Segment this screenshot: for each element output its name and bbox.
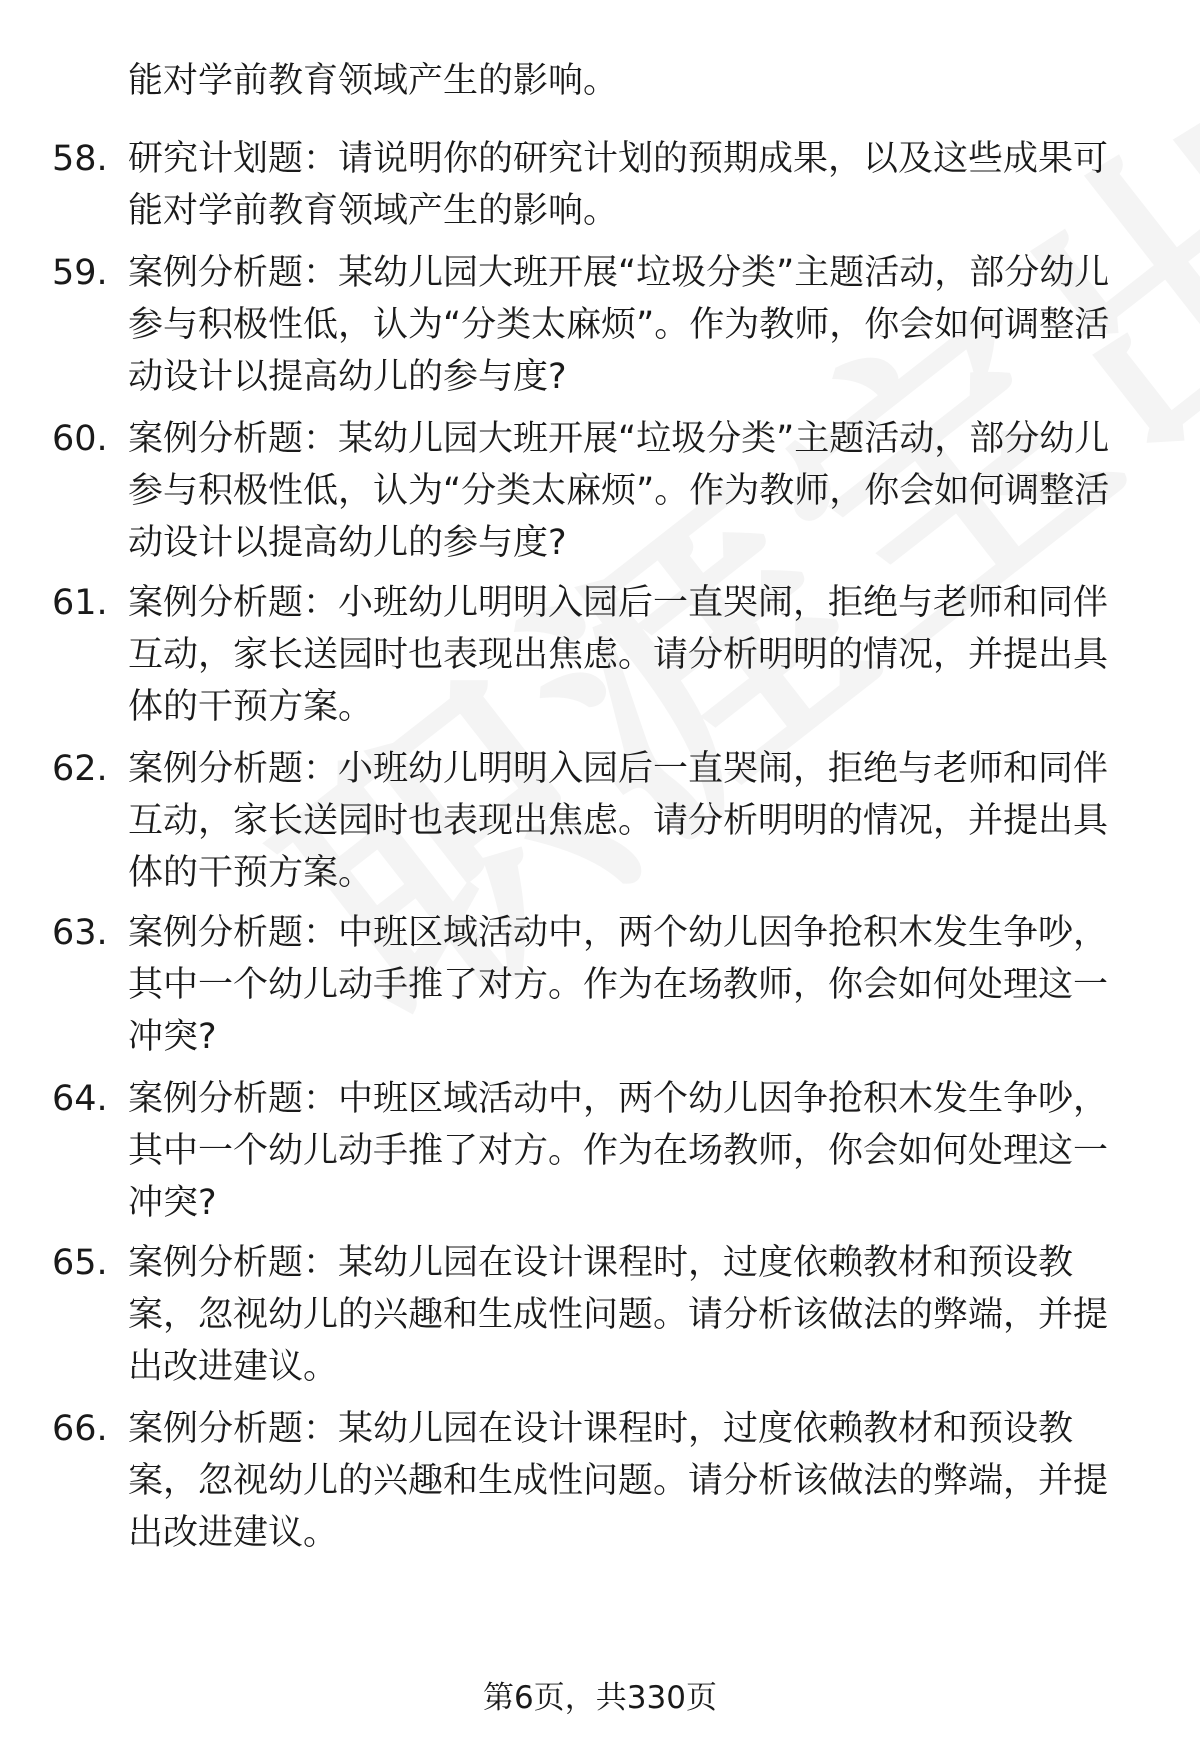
- question-number: 66.: [52, 1409, 108, 1449]
- question-text: 案例分析题：中班区域活动中，两个幼儿因争抢积木发生争吵，其中一个幼儿动手推了对方。作为在场教师，你会如何处理这一冲突?: [128, 913, 1109, 1057]
- question-text: 案例分析题：某幼儿园大班开展“垃圾分类”主题活动，部分幼儿参与积极性低，认为“分类太麻烦”。作为教师，你会如何调整活动设计以提高幼儿的参与度?: [128, 253, 1110, 397]
- question-number: 64.: [52, 1079, 108, 1119]
- question-number: 65.: [52, 1243, 108, 1283]
- page-footer: 第6页，共330页: [483, 1680, 717, 1716]
- question-text: 案例分析题：中班区域活动中，两个幼儿因争抢积木发生争吵，其中一个幼儿动手推了对方。作为在场教师，你会如何处理这一冲突?: [128, 1079, 1109, 1223]
- question-number: 58.: [52, 139, 108, 179]
- question-text: 案例分析题：小班幼儿明明入园后一直哭闹，拒绝与老师和同伴互动，家长送园时也表现出焦虑。请分析明明的情况，并提出具体的干预方案。: [128, 583, 1109, 727]
- question-text: 案例分析题：某幼儿园在设计课程时，过度依赖教材和预设教案，忽视幼儿的兴趣和生成性问题。请分析该做法的弊端，并提出改进建议。: [128, 1243, 1109, 1387]
- question-text: 案例分析题：某幼儿园在设计课程时，过度依赖教材和预设教案，忽视幼儿的兴趣和生成性问题。请分析该做法的弊端，并提出改进建议。: [128, 1409, 1109, 1553]
- question-text: 案例分析题：小班幼儿明明入园后一直哭闹，拒绝与老师和同伴互动，家长送园时也表现出焦虑。请分析明明的情况，并提出具体的干预方案。: [128, 749, 1109, 893]
- question-number: 61.: [52, 583, 108, 623]
- question-number: 63.: [52, 913, 108, 953]
- question-number: 60.: [52, 419, 108, 459]
- leading-text: 能对学前教育领域产生的影响。: [128, 61, 619, 101]
- question-number: 59.: [52, 253, 108, 293]
- question-text: 研究计划题：请说明你的研究计划的预期成果，以及这些成果可能对学前教育领域产生的影响。: [128, 139, 1109, 231]
- question-text: 案例分析题：某幼儿园大班开展“垃圾分类”主题活动，部分幼儿参与积极性低，认为“分类太麻烦”。作为教师，你会如何调整活动设计以提高幼儿的参与度?: [128, 419, 1110, 563]
- question-number: 62.: [52, 749, 108, 789]
